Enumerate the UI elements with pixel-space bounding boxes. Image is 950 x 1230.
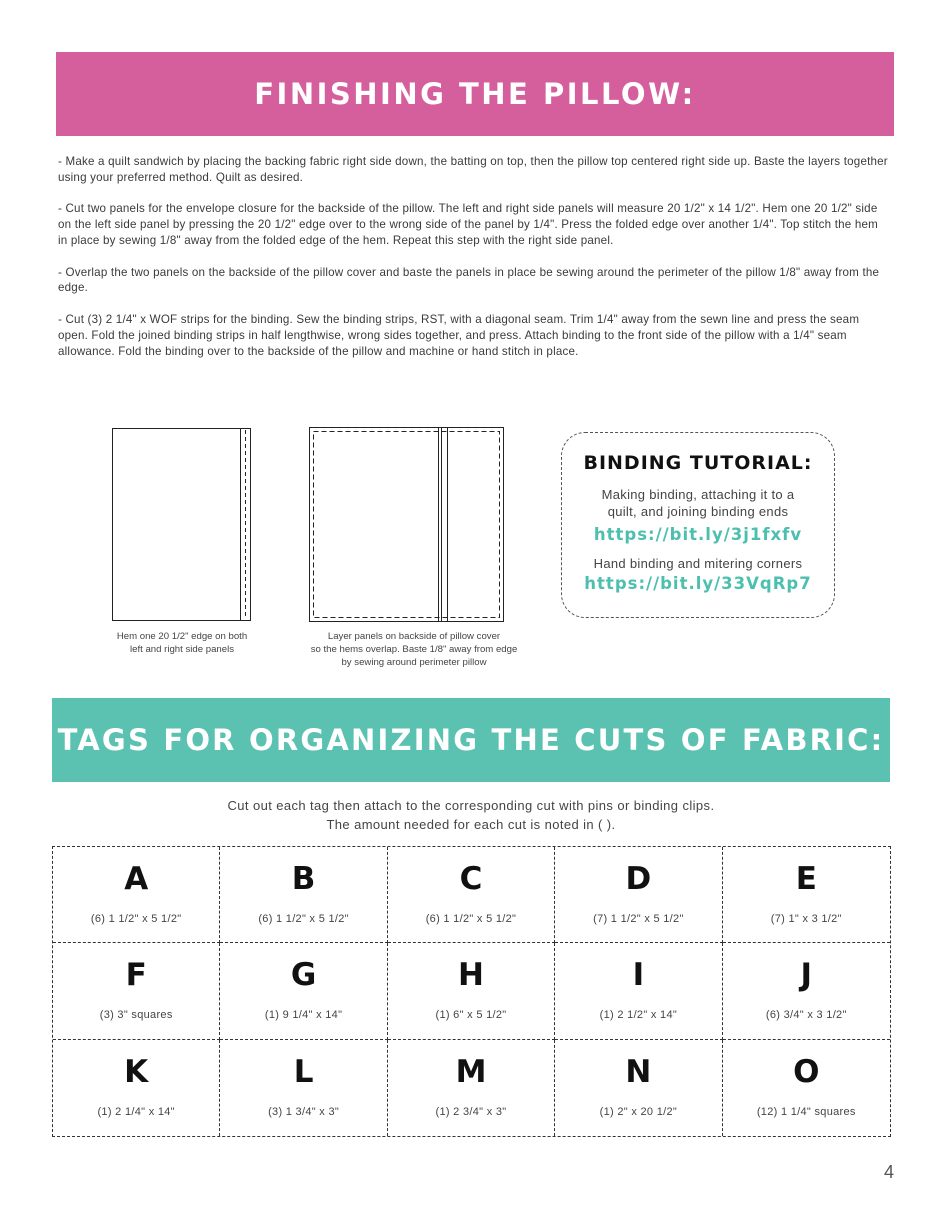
instruction-step-3: - Overlap the two panels on the backside of the pillow cover and baste the panels in place be sewing around the perimeter of the pillow 1/8" away from the edge.: [58, 265, 880, 295]
layered-panels-diagram: [309, 427, 505, 623]
tag-letter: M: [455, 1053, 487, 1090]
tag-letter: D: [625, 861, 652, 897]
tag-size: (1) 2 1/2" x 14": [599, 1009, 678, 1022]
tags-banner: [52, 698, 890, 782]
page-number: 4: [883, 1162, 894, 1182]
tag-letter: F: [125, 957, 147, 994]
baste-stitch-line: [314, 432, 500, 618]
tag-letter: K: [124, 1053, 149, 1090]
tag-m: [388, 1040, 555, 1136]
instruction-step-1: - Make a quilt sandwich by placing the backing fabric right side down, the batting on top, then the pillow top centered right side up. Baste the layers together using your preferred method. Quilt as desired.: [58, 155, 888, 184]
tag-f: [53, 943, 220, 1039]
tag-k: [53, 1040, 220, 1136]
tag-l: [220, 1040, 387, 1136]
binding-tutorial-box: [561, 432, 835, 618]
finishing-pillow-banner: [56, 52, 894, 136]
hem-diagram-caption: Hem one 20 1/2" edge on both left and right side panels: [116, 631, 248, 655]
tag-size: (1) 2 3/4" x 3": [435, 1105, 507, 1118]
tag-h: [388, 943, 555, 1039]
binding-link-2[interactable]: https://bit.ly/33VqRp7: [584, 574, 812, 593]
tags-grid: [52, 846, 891, 1137]
tag-e: [723, 847, 890, 943]
tag-size: (3) 3" squares: [99, 1009, 173, 1022]
hem-panel-diagram: [112, 428, 252, 622]
tag-n: [555, 1040, 722, 1136]
tag-size: (1) 2 1/4" x 14": [97, 1105, 175, 1118]
tag-a: [53, 847, 220, 943]
tag-letter: N: [625, 1053, 652, 1090]
tag-size: (6) 1 1/2" x 5 1/2": [425, 913, 517, 925]
tag-size: (6) 1 1/2" x 5 1/2": [90, 913, 182, 925]
tag-size: (7) 1 1/2" x 5 1/2": [593, 913, 684, 925]
binding-link-1[interactable]: https://bit.ly/3j1fxfv: [593, 525, 803, 544]
finishing-instructions: [58, 154, 888, 375]
tag-b: [220, 847, 387, 943]
tag-letter: G: [290, 957, 317, 994]
tag-size: (12) 1 1/4" squares: [756, 1105, 856, 1118]
tag-letter: L: [293, 1053, 314, 1090]
finishing-pillow-title: FINISHING THE PILLOW:: [254, 77, 696, 111]
pillow-back-outline: [310, 428, 504, 622]
instruction-step-4: - Cut (3) 2 1/4" x WOF strips for the binding. Sew the binding strips, RST, with a diagonal seam. Trim 1/4" away from the sewn line and press the seam open. Fold the joined binding strips in half lengthwise, wrong sides together, and press. Attach binding to the front side of the pillow with a 1/4" seam allowance. Fold the binding over to the backside of the pillow and machine or hand stitch in place.: [58, 312, 860, 358]
tag-g: [220, 943, 387, 1039]
tag-letter: H: [458, 957, 484, 994]
tag-o: [723, 1040, 890, 1136]
tag-i: [555, 943, 722, 1039]
binding-tutorial-desc-2: Hand binding and mitering corners: [593, 556, 803, 571]
tag-letter: J: [800, 957, 813, 994]
tag-c: [388, 847, 555, 943]
tag-letter: C: [459, 861, 483, 897]
tag-size: (1) 2" x 20 1/2": [599, 1105, 678, 1118]
tags-title: TAGS FOR ORGANIZING THE CUTS OF FABRIC:: [57, 723, 885, 757]
tag-size: (6) 3/4" x 3 1/2": [765, 1009, 847, 1022]
layered-diagram-caption: Layer panels on backside of pillow cover so the hems overlap. Baste 1/8" away from edge by sewing around perimeter pillow: [310, 631, 518, 668]
tag-size: (1) 6" x 5 1/2": [435, 1009, 507, 1022]
tag-size: (7) 1" x 3 1/2": [770, 913, 842, 925]
binding-tutorial-desc-1: Making binding, attaching it to a quilt, and joining binding ends: [601, 487, 795, 519]
tag-size: (1) 9 1/4" x 14": [264, 1009, 343, 1022]
tag-letter: I: [632, 957, 645, 994]
panel-outline: [113, 429, 251, 621]
tag-letter: E: [795, 861, 817, 897]
tag-letter: A: [124, 861, 149, 897]
tags-intro: Cut out each tag then attach to the corresponding cut with pins or binding clips. The amount needed for each cut is noted in ( ).: [227, 798, 715, 832]
tag-letter: B: [291, 861, 316, 897]
tag-size: (3) 1 3/4" x 3": [268, 1105, 340, 1118]
tag-letter: O: [793, 1053, 820, 1090]
tag-d: [555, 847, 722, 943]
binding-tutorial-title: BINDING TUTORIAL:: [583, 452, 813, 474]
tag-j: [723, 943, 890, 1039]
tag-size: (6) 1 1/2" x 5 1/2": [258, 913, 349, 925]
instruction-step-2: - Cut two panels for the envelope closure for the backside of the pillow. The left and right side panels will measure 20 1/2" x 14 1/2". Hem one 20 1/2" side on the left side panel by pressing the 20 1/2" edge over to the wrong side of the panel by 1/4". Press the folded edge over another 1/4". Top stitch the hem in place by sewing 1/8" away from the folded edge of the hem. Repeat this step with the right side panel.: [58, 202, 878, 247]
